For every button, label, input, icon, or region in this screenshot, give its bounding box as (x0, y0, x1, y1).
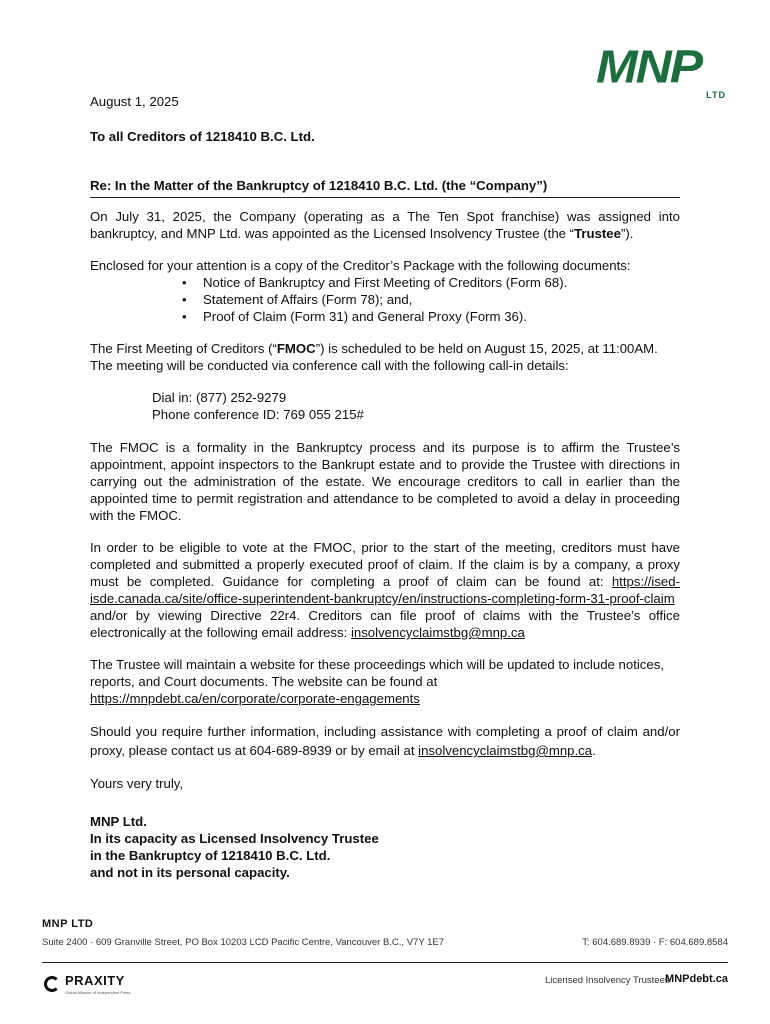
paragraph-assignment-end: ”). (620, 226, 634, 241)
praxity-logo (44, 972, 130, 995)
signature-block (90, 813, 680, 881)
letter-body (90, 93, 680, 881)
praxity-tagline: Global Alliance of Independent Firms (65, 990, 131, 995)
paragraph-meeting-text: The First Meeting of Creditors (“ (90, 341, 277, 356)
signature-line: In its capacity as Licensed Insolvency Trustee (90, 831, 379, 846)
contact-email-link[interactable]: insolvencyclaimstbg@mnp.ca (418, 743, 593, 758)
letter-recipient: To all Creditors of 1218410 B.C. Ltd. (90, 129, 315, 144)
footer-company-name: MNP LTD (42, 918, 94, 930)
claims-email-link[interactable]: insolvencyclaimstbg@mnp.ca (350, 625, 525, 640)
footer-address: Suite 2400 · 609 Granville Street, PO Box 10203 LCD Pacific Centre, Vancouver B.C., V7Y 1E7 (42, 937, 445, 948)
paragraph-meeting (90, 340, 680, 374)
paragraph-contact-end: . (592, 743, 596, 758)
paragraph-voting-text: In order to be eligible to vote at the FMOC, prior to the start of the meeting, creditors must have completed and submitted a properly executed proof of claim. If the claim is by a company, a proxy must be completed. Guidance for completing a proof of claim can be found at: (90, 540, 680, 589)
paragraph-assignment (90, 208, 680, 242)
paragraph-website (90, 656, 680, 707)
paragraph-voting (90, 539, 680, 641)
letter-subject: Re: In the Matter of the Bankruptcy of 1218410 B.C. Ltd. (the “Company”) (90, 177, 680, 198)
signature-line: and not in its personal capacity. (90, 865, 290, 880)
signature-line: in the Bankruptcy of 1218410 B.C. Ltd. (90, 848, 331, 863)
paragraph-enclosed: Enclosed for your attention is a copy of the Creditor’s Package with the following documents: (90, 258, 631, 273)
praxity-text (65, 972, 130, 995)
documents-list-item: • Proof of Claim (Form 31) and General Proxy (Form 36). (203, 308, 680, 325)
dial-in-number: Dial in: (877) 252-9279 (152, 390, 287, 405)
mnp-logo-suffix: LTD (706, 90, 726, 100)
mnp-logo-wordmark: MNP (596, 41, 702, 93)
documents-list-item: • Statement of Affairs (Form 78); and, (203, 291, 680, 308)
engagements-website-link[interactable]: https://mnpdebt.ca/en/corporate/corporate-engagements (90, 691, 420, 706)
closing: Yours very truly, (90, 776, 184, 791)
call-in-details (90, 389, 680, 423)
signature-line: MNP Ltd. (90, 814, 147, 829)
paragraph-website-text: The Trustee will maintain a website for these proceedings which will be updated to include notices, reports, and Court documents. The website can be found at (90, 657, 664, 689)
letter-date: August 1, 2025 (90, 94, 179, 109)
documents-list-item: • Notice of Bankruptcy and First Meeting of Creditors (Form 68). (203, 274, 680, 291)
paragraph-contact (90, 722, 680, 760)
footer-licensed-trustees: Licensed Insolvency Trustees (545, 975, 670, 986)
paragraph-fmoc-purpose: The FMOC is a formality in the Bankruptcy process and its purpose is to affirm the Trustee’s appointment, appoint inspectors to the Bankrupt estate and to provide the Trustee with directions in carrying out the administration of the estate. We encourage creditors to call in earlier than the appointed time to permit registration and attendance to be completed to avoid a delay in proceeding with the FMOC. (90, 440, 680, 523)
proof-of-claim-guidance-link[interactable]: https://ised-isde.canada.ca/site/office-superintendent-bankruptcy/en/instructions-completing-form-31-proof-claim (90, 574, 680, 606)
praxity-ring-icon (44, 976, 60, 992)
documents-list (90, 274, 680, 325)
paragraph-assignment-text: On July 31, 2025, the Company (operating as a The Ten Spot franchise) was assigned into bankruptcy, and MNP Ltd. was appointed as the Licensed Insolvency Trustee (the “ (90, 209, 680, 241)
footer-website: MNPdebt.ca (665, 973, 728, 985)
trustee-term: Trustee (574, 226, 621, 241)
paragraph-contact-text: Should you require further information, including assistance with completing a proof of claim and/or proxy, please contact us at 604-689-8939 or by email at (90, 724, 680, 758)
footer-phone: T: 604.689.8939 · F: 604.689.8584 (582, 937, 728, 948)
conference-id: Phone conference ID: 769 055 215# (152, 407, 364, 422)
fmoc-term: FMOC (276, 341, 316, 356)
footer-divider (42, 962, 728, 963)
praxity-name: PRAXITY (65, 973, 125, 988)
paragraph-voting-mid: and/or by viewing Directive 22r4. Creditors can file proof of claims with the Trustee’s office electronically at the following email address: (90, 608, 680, 640)
paragraph-meeting-end: ”) is scheduled to be held on August 15, 2025, at 11:00AM. The meeting will be conducted via conference call with the following call-in details: (90, 341, 658, 373)
mnp-logo (596, 41, 728, 100)
